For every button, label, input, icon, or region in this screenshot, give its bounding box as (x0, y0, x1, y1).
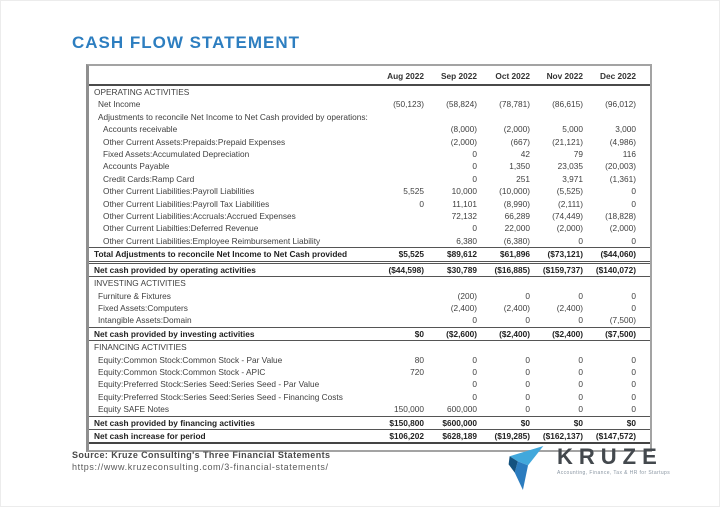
cell-value: $0 (371, 327, 424, 340)
table-row (89, 210, 650, 222)
kruze-logomark-icon (506, 445, 548, 492)
source-line (72, 449, 330, 461)
table-row (89, 185, 650, 197)
cell-value (371, 173, 424, 185)
cell-value: 0 (525, 354, 530, 365)
cell-value: 0 (631, 290, 636, 301)
cell-value: ($162,137) (530, 429, 583, 443)
row-label: Fixed Assets:Computers (98, 302, 188, 313)
cell-value (583, 85, 650, 98)
cell-value (424, 341, 477, 354)
cell-value: 0 (525, 391, 530, 402)
cell-value (530, 85, 583, 98)
cell-value (477, 85, 530, 98)
cell-value: 0 (631, 354, 636, 365)
cell-value: ($7,500) (583, 327, 650, 340)
table-row (89, 341, 650, 354)
table-row (89, 248, 650, 262)
cell-value (371, 111, 424, 123)
row-label: Other Current Liabilties:Deferred Revenue (103, 223, 259, 234)
cell-value (371, 277, 424, 290)
cell-value: (1,361) (609, 173, 636, 184)
row-label: Net cash increase for period (89, 429, 371, 443)
cell-value (530, 341, 583, 354)
cell-value (371, 222, 424, 234)
cell-value: 5,000 (562, 124, 583, 135)
kruze-logo-textwrap (557, 445, 670, 476)
cell-value: (2,400) (556, 302, 583, 313)
cell-value (583, 341, 650, 354)
cell-value (477, 111, 530, 123)
cell-value: 79 (573, 149, 583, 160)
cell-value: (2,000) (450, 136, 477, 147)
cell-value: ($44,598) (371, 262, 424, 276)
cell-value: 11,101 (452, 198, 477, 209)
cell-value: $600,000 (424, 416, 477, 429)
table-row (89, 429, 650, 443)
cell-value: $0 (477, 416, 530, 429)
cell-value: 0 (631, 391, 636, 402)
row-label: Other Current Liabilities:Accruals:Accrued Expenses (103, 211, 296, 222)
cell-value: $150,800 (371, 416, 424, 429)
month-header: Nov 2022 (530, 66, 583, 85)
cell-value: 0 (525, 290, 530, 301)
cell-value: 72,132 (451, 211, 477, 222)
source-url: https://www.kruzeconsulting.com/3-financial-statements/ (72, 462, 329, 472)
row-label: Other Current Liabilities:Payroll Tax Liabilities (103, 198, 270, 209)
row-label: Other Current Assets:Prepaids:Prepaid Expenses (103, 136, 286, 147)
cell-value: $0 (583, 416, 650, 429)
cell-value: 0 (472, 366, 477, 377)
cell-value: 0 (472, 223, 477, 234)
cell-value: $628,189 (424, 429, 477, 443)
cell-value: 10,000 (451, 186, 477, 197)
cell-value: ($73,121) (530, 248, 583, 262)
kruze-logo (506, 445, 670, 492)
row-label: Accounts Payable (103, 161, 170, 172)
cell-value: ($19,285) (477, 429, 530, 443)
cell-value: 0 (631, 366, 636, 377)
cell-value: 251 (516, 173, 530, 184)
cell-value: 0 (525, 315, 530, 326)
cell-value: (6,380) (503, 235, 530, 246)
cell-value: 116 (622, 149, 636, 160)
cell-value: (2,400) (450, 302, 477, 313)
cell-value: $106,202 (371, 429, 424, 443)
cell-value (371, 123, 424, 135)
cell-value: (2,400) (503, 302, 530, 313)
cell-value: 0 (472, 149, 477, 160)
cell-value: 0 (578, 379, 583, 390)
cell-value (530, 111, 583, 123)
page-title: CASH FLOW STATEMENT (72, 33, 301, 52)
cell-value: 23,035 (557, 161, 583, 172)
cell-value (371, 314, 424, 327)
cell-value: 0 (631, 198, 636, 209)
table-row (89, 391, 650, 403)
row-label: Other Current Liabilities:Payroll Liabilities (103, 186, 255, 197)
cell-value: 3,971 (562, 173, 583, 184)
table-row (89, 327, 650, 340)
cell-value: 0 (578, 290, 583, 301)
cell-value (371, 302, 424, 314)
cell-value (371, 148, 424, 160)
cell-value (477, 277, 530, 290)
cell-value: ($2,400) (530, 327, 583, 340)
cell-value: (200) (457, 290, 477, 301)
row-label: Net cash provided by investing activities (89, 327, 371, 340)
row-label: Fixed Assets:Accumulated Depreciation (103, 149, 250, 160)
row-label: Equity:Preferred Stock:Series Seed:Series Seed - Financing Costs (98, 391, 343, 402)
cell-value (371, 341, 424, 354)
cell-value (371, 235, 424, 248)
cell-value: 3,000 (615, 124, 636, 135)
cell-value: 0 (472, 173, 477, 184)
cell-value: 42 (520, 149, 530, 160)
kruze-logo-text: KRUZE (557, 444, 663, 469)
cell-value (583, 277, 650, 290)
table-row (89, 314, 650, 327)
cell-value: $30,789 (424, 262, 477, 276)
table-row (89, 173, 650, 185)
cell-value (371, 85, 424, 98)
row-label: Equity:Common Stock:Common Stock - Par Value (98, 354, 283, 365)
cell-value (583, 111, 650, 123)
row-label: Accounts receivable (103, 124, 178, 135)
row-label: OPERATING ACTIVITIES (94, 87, 190, 97)
cell-value: 0 (419, 198, 424, 209)
table-row (89, 222, 650, 234)
cell-value: 0 (631, 404, 636, 415)
table-row (89, 378, 650, 390)
cell-value: 0 (472, 315, 477, 326)
cell-value: 0 (631, 379, 636, 390)
row-label: Credit Cards:Ramp Card (103, 173, 195, 184)
cell-value: ($44,060) (583, 248, 650, 262)
table-row (89, 416, 650, 429)
cell-value: (20,003) (605, 161, 636, 172)
cell-value: 0 (578, 315, 583, 326)
cell-value: 0 (631, 186, 636, 197)
source-text: Kruze Consulting's Three Financial Statements (111, 450, 331, 460)
cell-value: 0 (578, 354, 583, 365)
source-label: Source: (72, 450, 109, 460)
cell-value: $61,896 (477, 248, 530, 262)
cell-value: 1,350 (509, 161, 530, 172)
row-label: Equity:Common Stock:Common Stock - APIC (98, 366, 266, 377)
row-label: Equity:Preferred Stock:Series Seed:Series Seed - Par Value (98, 379, 320, 390)
cell-value: 0 (472, 354, 477, 365)
table-row (89, 98, 650, 110)
cell-value: 22,000 (504, 223, 530, 234)
row-label: Equity SAFE Notes (98, 404, 170, 415)
cell-value: $5,525 (371, 248, 424, 262)
row-label: Net Income (98, 99, 141, 110)
cell-value: (78,781) (499, 99, 530, 110)
cell-value (371, 160, 424, 172)
row-label: Furniture & Fixtures (98, 290, 171, 301)
cell-value: 5,525 (403, 186, 424, 197)
table-row (89, 148, 650, 160)
table-row (89, 262, 650, 276)
cell-value: 0 (472, 379, 477, 390)
cell-value: (18,828) (605, 211, 636, 222)
cell-value: 0 (578, 366, 583, 377)
cell-value: (667) (510, 136, 530, 147)
cell-value (424, 111, 477, 123)
cell-value: 0 (578, 235, 583, 246)
cell-value (530, 277, 583, 290)
cell-value: (21,121) (552, 136, 583, 147)
row-label: Adjustments to reconcile Net Income to Net Cash provided by operations: (98, 111, 368, 122)
kruze-logo-tagline: Accounting, Finance, Tax & HR for Startups (557, 470, 671, 476)
cell-value (371, 136, 424, 148)
table-row (89, 277, 650, 290)
cashflow-table (89, 66, 650, 444)
header-label-spacer (89, 66, 371, 85)
row-label: Net cash provided by financing activities (89, 416, 371, 429)
cell-value: 0 (578, 391, 583, 402)
cell-value: ($2,400) (477, 327, 530, 340)
table-row (89, 354, 650, 366)
cell-value (371, 290, 424, 302)
cell-value: 0 (578, 404, 583, 415)
table-row (89, 290, 650, 302)
cell-value: ($16,885) (477, 262, 530, 276)
row-label: Net cash provided by operating activities (89, 262, 371, 276)
cashflow-table-container (86, 64, 652, 452)
cell-value: (2,000) (503, 124, 530, 135)
cell-value: 0 (631, 235, 636, 246)
cell-value: (50,123) (393, 99, 424, 110)
cell-value: 0 (472, 391, 477, 402)
cell-value: (5,525) (556, 186, 583, 197)
table-row (89, 403, 650, 416)
cell-value: 0 (525, 366, 530, 377)
cell-value (424, 85, 477, 98)
table-row (89, 198, 650, 210)
cell-value: (2,111) (557, 198, 583, 209)
cell-value: (2,000) (556, 223, 583, 234)
table-row (89, 111, 650, 123)
cell-value (371, 210, 424, 222)
cell-value: 6,380 (456, 235, 477, 246)
cell-value (424, 277, 477, 290)
month-header: Dec 2022 (583, 66, 650, 85)
cell-value: $0 (530, 416, 583, 429)
footer-source (72, 449, 330, 473)
cell-value: (8,990) (503, 198, 530, 209)
table-row (89, 235, 650, 248)
cell-value: ($159,737) (530, 262, 583, 276)
cell-value: (58,824) (446, 99, 477, 110)
month-header: Sep 2022 (424, 66, 477, 85)
cell-value: 0 (631, 302, 636, 313)
cell-value: 66,289 (504, 211, 530, 222)
cell-value: (10,000) (499, 186, 530, 197)
table-row (89, 136, 650, 148)
cell-value: ($2,600) (424, 327, 477, 340)
cell-value (477, 341, 530, 354)
cell-value: (8,000) (450, 124, 477, 135)
cell-value: $89,612 (424, 248, 477, 262)
cell-value: (86,615) (552, 99, 583, 110)
cell-value (371, 391, 424, 403)
table-body (89, 85, 650, 443)
cell-value: ($147,572) (583, 429, 650, 443)
cell-value: (74,449) (552, 211, 583, 222)
row-label: Other Current Liabilities:Employee Reimbursement Liability (103, 235, 321, 246)
cell-value: 150,000 (394, 404, 424, 415)
cell-value: (2,000) (609, 223, 636, 234)
cell-value: 0 (525, 379, 530, 390)
cell-value: 0 (525, 404, 530, 415)
month-header: Aug 2022 (371, 66, 424, 85)
row-label: FINANCING ACTIVITIES (94, 342, 187, 353)
cell-value: 720 (410, 366, 424, 377)
table-row (89, 302, 650, 314)
table-row (89, 160, 650, 172)
cell-value: (7,500) (609, 315, 636, 326)
row-label: Total Adjustments to reconcile Net Income to Net Cash provided (89, 248, 371, 262)
month-header: Oct 2022 (477, 66, 530, 85)
table-row (89, 366, 650, 378)
cell-value: (96,012) (605, 99, 636, 110)
cell-value: (4,986) (609, 136, 636, 147)
table-row (89, 85, 650, 98)
row-label: INVESTING ACTIVITIES (94, 278, 186, 289)
cell-value: ($140,072) (583, 262, 650, 276)
cell-value: 600,000 (447, 404, 477, 415)
table-row (89, 123, 650, 135)
cell-value: 0 (472, 161, 477, 172)
cell-value: 80 (414, 354, 424, 365)
table-header (89, 66, 650, 85)
cell-value (371, 378, 424, 390)
row-label: Intangible Assets:Domain (98, 315, 192, 326)
